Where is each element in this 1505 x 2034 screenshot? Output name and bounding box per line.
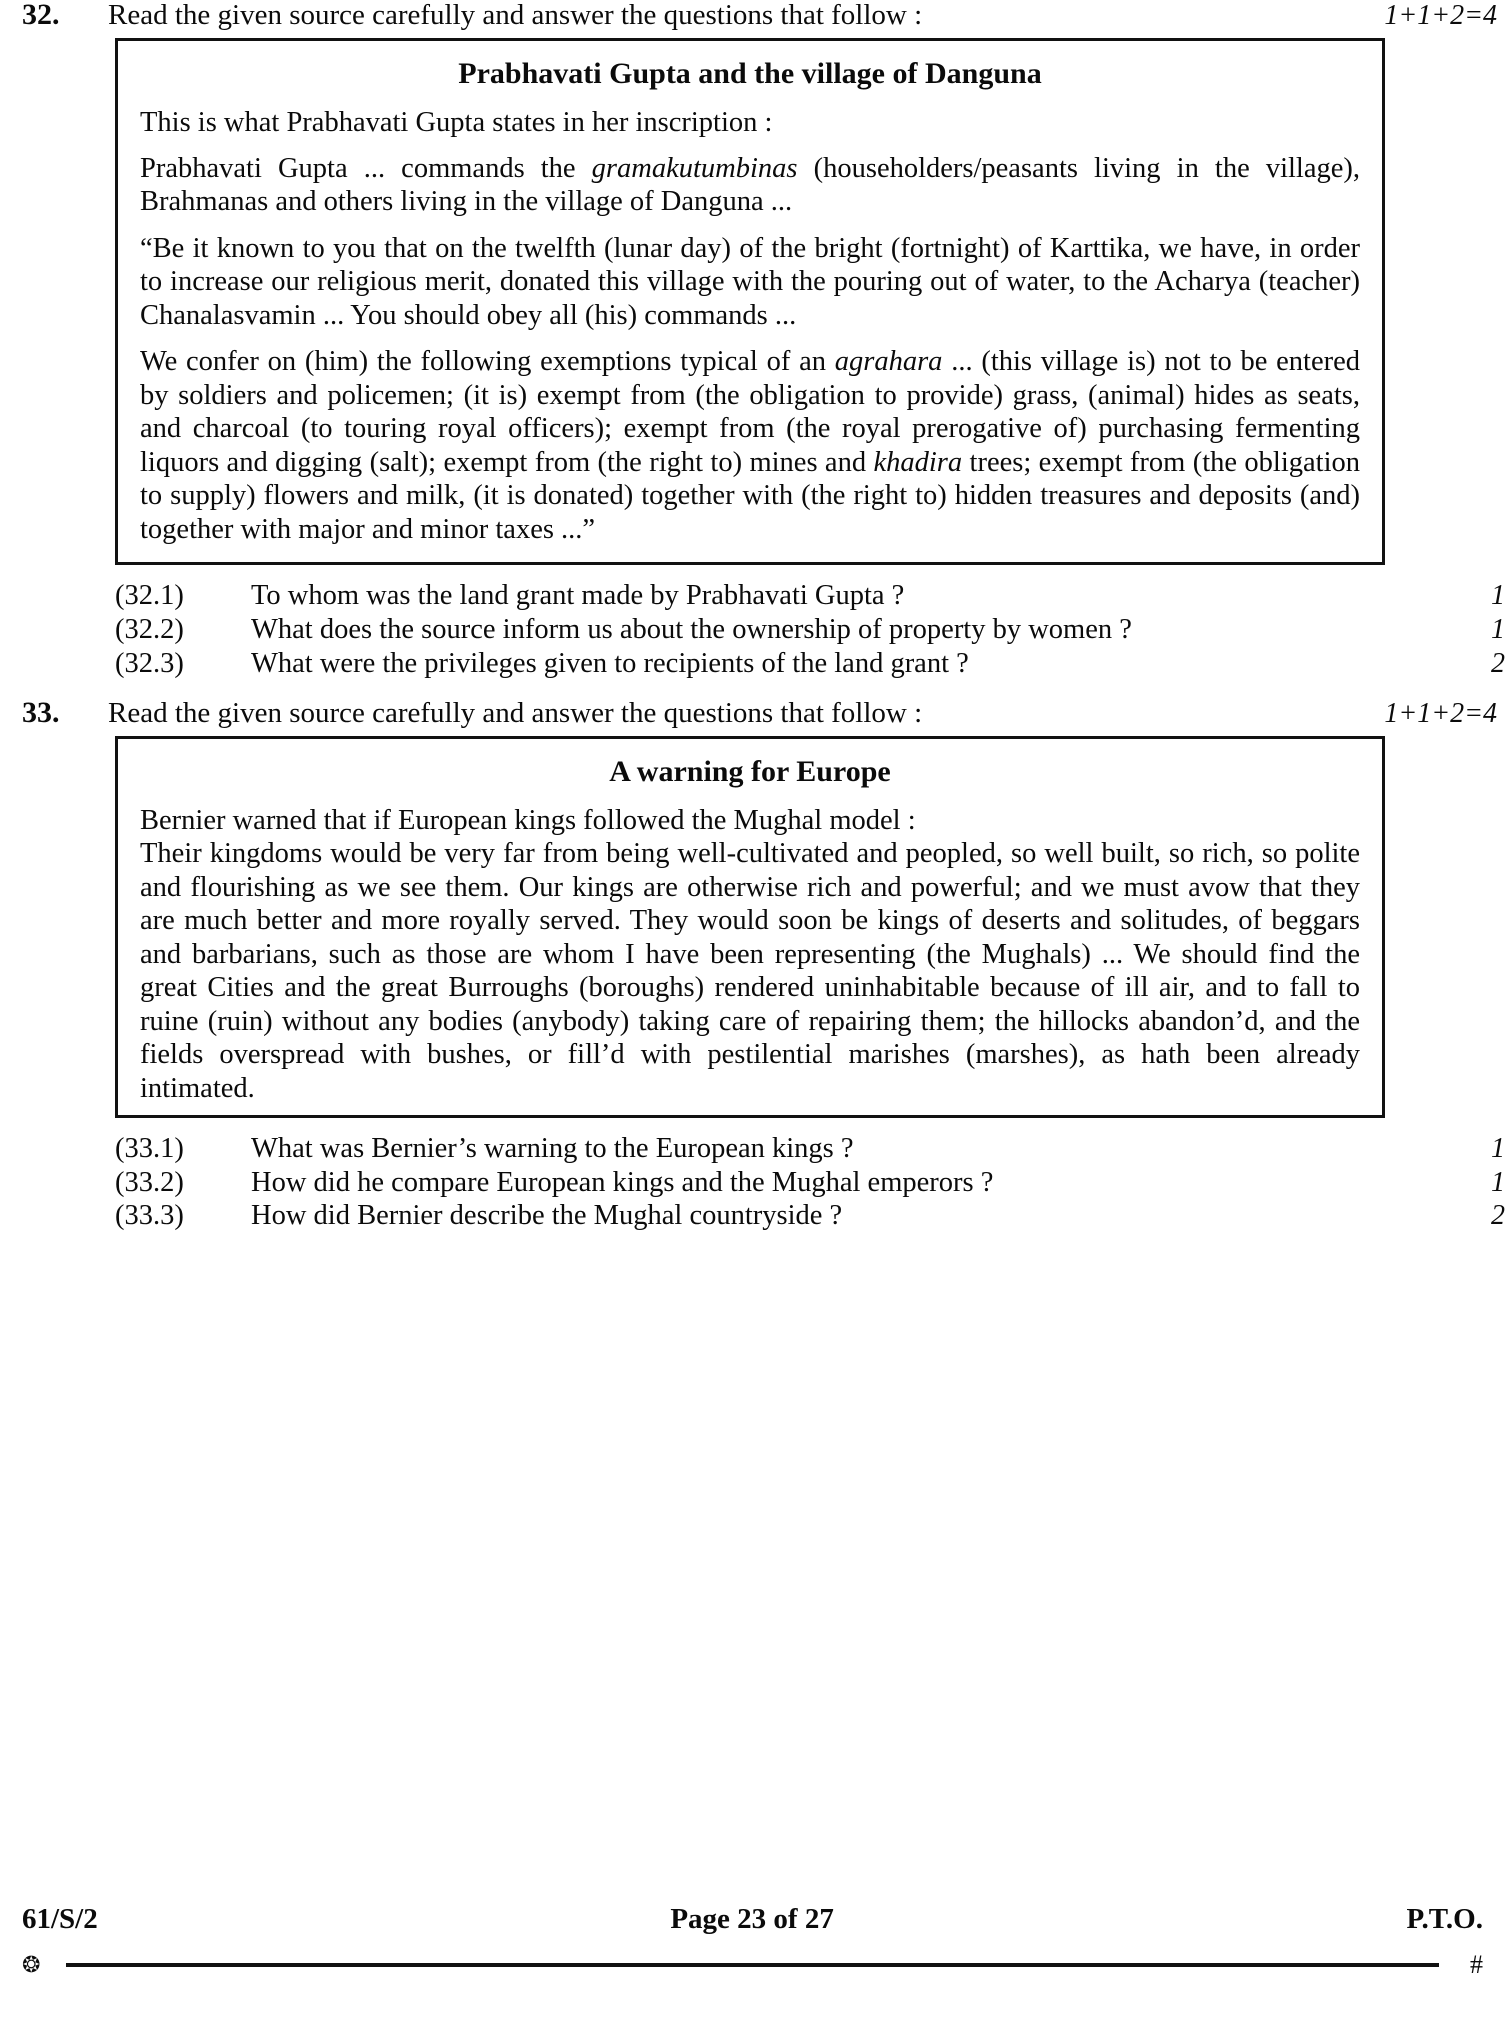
question-block-32 xyxy=(0,0,1505,680)
source-box-33 xyxy=(115,736,1385,1118)
subquestion-32-2-text: What does the source inform us about the ownership of property by women ? xyxy=(251,613,1132,645)
source-32-paragraph-1: This is what Prabhavati Gupta states in her inscription : xyxy=(140,106,773,138)
source-32-p4-italic-agrahara: agrahara xyxy=(834,346,943,378)
question-32-instruction: Read the given source carefully and answer the questions that follow : xyxy=(108,0,923,31)
subquestion-32-3-label: (32.3) xyxy=(115,647,184,679)
pto-label: P.T.O. xyxy=(1406,1903,1483,1935)
flower-mark-icon: ❂ xyxy=(22,1952,41,1977)
paper-code: 61/S/2 xyxy=(22,1903,98,1935)
subquestion-33-2 xyxy=(115,1166,1505,1200)
subquestion-32-1-text: To whom was the land grant made by Prabhavati Gupta ? xyxy=(251,580,905,612)
subquestion-33-2-label: (33.2) xyxy=(115,1166,184,1198)
subquestion-33-1-label: (33.1) xyxy=(115,1133,184,1165)
source-32-p2-italic-term: gramakutumbinas xyxy=(591,152,798,184)
page-number-label: Page 23 of 27 xyxy=(670,1903,834,1935)
subquestion-32-1-mark: 1 xyxy=(1491,580,1505,612)
source-32-p2-lead: Prabhavati Gupta ... commands the xyxy=(140,152,592,184)
question-33-instruction: Read the given source carefully and answer the questions that follow : xyxy=(108,697,923,730)
source-32-paragraph-4 xyxy=(140,345,1360,546)
source-32-p4-italic-khadira: khadira xyxy=(873,446,963,478)
subquestion-32-1 xyxy=(115,579,1505,613)
subquestion-32-3-text: What were the privileges given to recipients of the land grant ? xyxy=(251,647,969,679)
footer-rule-row xyxy=(22,1952,1483,1978)
subquestion-32-2-label: (32.2) xyxy=(115,613,184,645)
subquestion-list-32 xyxy=(0,579,1505,680)
question-32-header xyxy=(0,0,1505,30)
subquestion-32-3-mark: 2 xyxy=(1491,647,1505,679)
source-32-title: Prabhavati Gupta and the village of Danguna xyxy=(458,57,1042,90)
subquestion-33-1-mark: 1 xyxy=(1491,1133,1505,1165)
subquestion-33-1 xyxy=(115,1132,1505,1166)
subquestion-33-3-text: How did Bernier describe the Mughal countryside ? xyxy=(251,1200,843,1232)
block-spacer xyxy=(0,680,1505,698)
subquestion-32-2-mark: 1 xyxy=(1491,613,1505,645)
source-32-p4-seg3: trees; exempt from (the obligation to supply) flowers and milk, (it is donated) together with (the right to) hidden treasures and deposits (and) together with major and minor taxes ...” xyxy=(140,446,1360,545)
question-32-number: 32. xyxy=(22,0,60,31)
subquestion-33-2-mark: 1 xyxy=(1491,1166,1505,1198)
source-32-paragraph-3: “Be it known to you that on the twelfth (lunar day) of the bright (fortnight) of Karttika, we have, in order to increase our religious merit, donated this village with the pouring out of water, to the Acharya (teacher) Chanalasvamin ... You should obey all (his) commands ... xyxy=(140,232,1360,331)
source-33-title: A warning for Europe xyxy=(609,755,891,789)
question-33-marks: 1+1+2=4 xyxy=(1384,698,1497,730)
question-32-marks: 1+1+2=4 xyxy=(1384,0,1497,31)
source-32-p4-seg2: ... (this village is) not to be entered by soldiers and policemen; (it is) exempt from (the obligation to provide) grass, (animal) hides as seats, and charcoal (to touring royal officers); exempt from (the royal prerogative of) purchasing fermenting liquors and digging (salt); exempt from (the right to) mines and xyxy=(140,346,1360,478)
page-footer xyxy=(0,1903,1505,1978)
subquestion-32-3 xyxy=(115,647,1505,681)
subquestion-32-2 xyxy=(115,613,1505,647)
subquestion-33-2-text: How did he compare European kings and the Mughal emperors ? xyxy=(251,1166,994,1198)
subquestion-33-3-label: (33.3) xyxy=(115,1200,184,1232)
subquestion-33-1-text: What was Bernier’s warning to the European kings ? xyxy=(251,1133,854,1165)
subquestion-list-33 xyxy=(0,1132,1505,1233)
source-box-32 xyxy=(115,38,1385,565)
footer-row xyxy=(22,1903,1483,1936)
source-33-paragraph-1: Bernier warned that if European kings followed the Mughal model : xyxy=(140,804,916,836)
source-32-paragraph-2 xyxy=(140,152,1360,219)
source-32-p2-tail: (householders/peasants living in the village), Brahmanas and others living in the village of Danguna ... xyxy=(140,152,1360,218)
subquestion-32-1-label: (32.1) xyxy=(115,580,184,612)
subquestion-33-3-mark: 2 xyxy=(1491,1200,1505,1232)
question-block-33 xyxy=(0,698,1505,1233)
footer-divider xyxy=(66,1963,1439,1967)
source-33-paragraph-2: Their kingdoms would be very far from being well-cultivated and peopled, so well built, so rich, so polite and flourishing as we see them. Our kings are otherwise rich and powerful; and we must avow that they are much better and more royally served. They would soon be kings of deserts and solitudes, of beggars and barbarians, such as those are whom I have been representing (the Mughals) ... We should find the great Cities and the great Burroughs (boroughs) rendered uninhabitable because of ill air, and to fall to ruine (ruin) without any bodies (anybody) taking care of repairing them; the hillocks abandon’d, and the fields overspread with bushes, or fill’d with pestilential marishes (marshes), as hath been already intimated. xyxy=(140,838,1360,1104)
subquestion-33-3 xyxy=(115,1199,1505,1233)
hash-mark-icon: # xyxy=(1470,1950,1483,1979)
question-33-number: 33. xyxy=(22,696,60,730)
question-33-header xyxy=(0,698,1505,728)
source-32-p4-seg1: We confer on (him) the following exemptions typical of an xyxy=(140,346,835,378)
